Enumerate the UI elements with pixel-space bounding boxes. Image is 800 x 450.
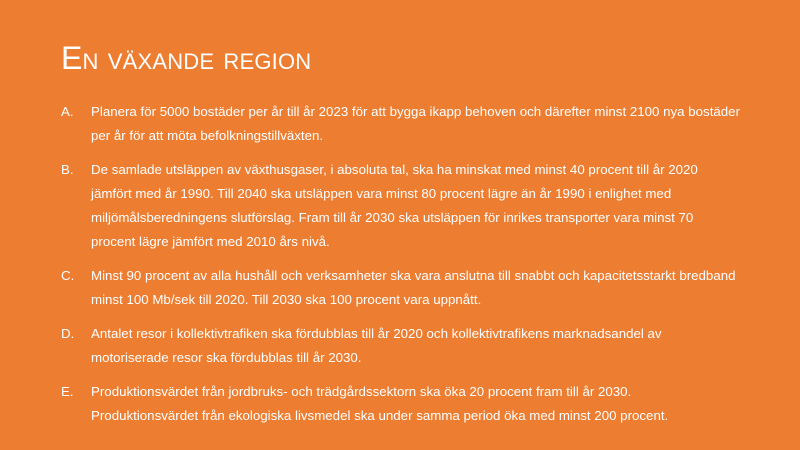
- list-item-text: Produktionsvärdet från jordbruks- och trädgårdssektorn ska öka 20 procent fram till år 2030. Produktionsvärdet från ekologiska livsmedel ska under samma period öka med minst 200 procent.: [91, 384, 669, 423]
- list-item-text: Planera för 5000 bostäder per år till år 2023 för att bygga ikapp behoven och därefter minst 2100 nya bostäder per år för att möta befolkningstillväxten.: [91, 104, 741, 143]
- list-item: [61, 380, 741, 428]
- list-item: [61, 322, 741, 370]
- list-marker: E.: [61, 384, 74, 399]
- list-item-text: De samlade utsläppen av växthusgaser, i absoluta tal, ska ha minskat med minst 40 procent till år 2020 jämfört med år 1990. Till 2040 ska utsläppen vara minst 80 procent lägre än år 1990 i enlighet med miljömålsberedningens slutförslag. Fram till år 2030 ska utsläppen för inrikes transporter vara minst 70 procent lägre jämfört med 2010 års nivå.: [91, 162, 698, 249]
- list-marker: A.: [61, 104, 74, 119]
- list-marker: B.: [61, 162, 74, 177]
- list-marker: D.: [61, 326, 75, 341]
- list-item: [61, 158, 741, 254]
- slide-title: En växande region: [61, 40, 312, 76]
- list-item-text: Minst 90 procent av alla hushåll och verksamheter ska vara anslutna till snabbt och kapacitetsstarkt bredband minst 100 Mb/sek till 2020. Till 2030 ska 100 procent vara uppnått.: [91, 268, 736, 307]
- list-item: [61, 100, 741, 148]
- goal-list: [61, 100, 741, 438]
- list-marker: C.: [61, 268, 75, 283]
- list-item-text: Antalet resor i kollektivtrafiken ska fördubblas till år 2020 och kollektivtrafikens marknadsandel av motoriserade resor ska fördubblas till år 2030.: [91, 326, 662, 365]
- list-item: [61, 264, 741, 312]
